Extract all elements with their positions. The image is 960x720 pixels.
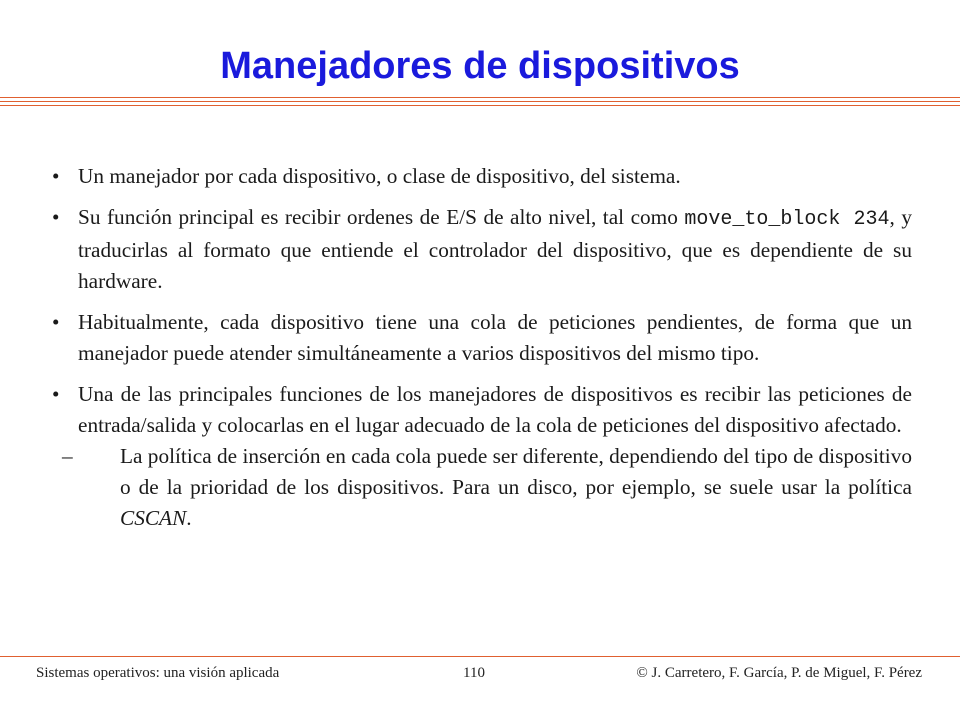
sub-bullet-text: La política de inserción en cada cola puede ser diferente, dependiendo del tipo de dispositivo o de la prioridad de los dispositivos. Para un disco, por ejemplo, se suele usar la política: [120, 444, 912, 499]
bullet-text: Habitualmente, cada dispositivo tiene una cola de peticiones pendientes, de forma que un manejador puede atender simultáneamente a varios dispositivos del mismo tipo.: [78, 310, 912, 365]
bullet-mark: •: [52, 205, 60, 229]
bullet-text: Un manejador por cada dispositivo, o clase de dispositivo, del sistema.: [78, 164, 681, 188]
title-divider: [0, 101, 960, 102]
dash-mark: –: [62, 444, 73, 468]
policy-name: CSCAN: [120, 506, 187, 530]
bullet-mark: •: [52, 382, 60, 406]
bullet-item: [52, 161, 912, 192]
bullet-item: [52, 202, 912, 297]
page-number: 110: [463, 665, 485, 681]
slide-title: Manejadores de dispositivos: [220, 45, 740, 87]
bullet-mark: •: [52, 310, 60, 334]
footer-authors: © J. Carretero, F. García, P. de Miguel, F. Pérez: [636, 665, 922, 681]
footer-divider: [0, 656, 960, 657]
footer-book-title: Sistemas operativos: una visión aplicada: [36, 665, 280, 681]
sub-bullet-item: [52, 441, 912, 534]
title-divider: [0, 105, 960, 106]
slide-body: [52, 161, 912, 534]
bullet-item: [52, 379, 912, 441]
title-divider: [0, 97, 960, 98]
bullet-text: , y traducirlas al formato que entiende el controlador del dispositivo, que es dependiente de su hardware.: [78, 205, 912, 293]
bullet-text: Su función principal es recibir ordenes de E/S de alto nivel, tal como: [78, 205, 685, 229]
bullet-mark: •: [52, 164, 60, 188]
sub-bullet-text: .: [186, 506, 192, 530]
code-snippet: move_to_block 234: [684, 208, 890, 231]
bullet-text: Una de las principales funciones de los manejadores de dispositivos es recibir las peticiones de entrada/salida y colocarlas en el lugar adecuado de la cola de peticiones del dispositivo afectado.: [78, 382, 912, 437]
bullet-item: [52, 307, 912, 369]
